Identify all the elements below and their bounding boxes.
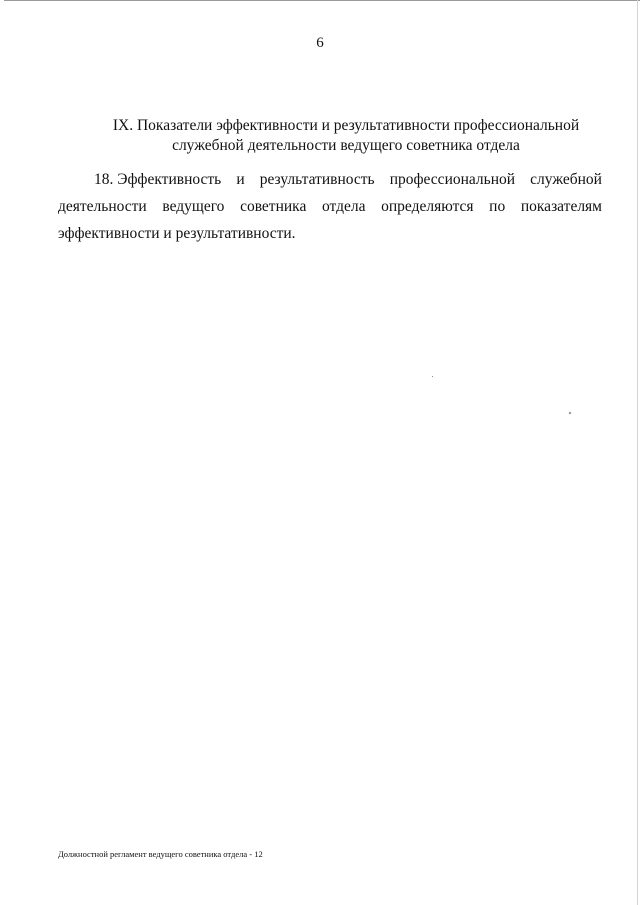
scan-edge-right <box>637 0 638 905</box>
paragraph-word: профессиональной <box>389 171 516 188</box>
scan-speck <box>569 412 572 415</box>
scan-speck <box>432 376 433 377</box>
page-number: 6 <box>316 35 324 51</box>
paragraph-line-2 <box>58 193 602 220</box>
paragraph-line-3: эффективности и результативности. <box>58 225 296 242</box>
section-heading <box>100 116 592 156</box>
paragraph-word: ведущего <box>162 198 225 215</box>
paragraph-word: служебной <box>530 171 602 188</box>
paragraph-word: определяются <box>381 198 474 215</box>
footer-note: Должностной регламент ведущего советника отдела - 12 <box>58 849 263 859</box>
paragraph-word: отдела <box>321 198 366 215</box>
paragraph-word: по <box>489 198 506 215</box>
paragraph-word: результативность <box>259 171 375 188</box>
paragraph-word: деятельности <box>58 198 147 215</box>
paragraph-word: показателям <box>520 198 602 215</box>
scan-edge-top <box>4 0 640 1</box>
section-heading-line-2: служебной деятельности ведущего советника отдела <box>172 137 520 154</box>
paragraph-line-1 <box>58 166 602 193</box>
paragraph-18 <box>58 166 602 247</box>
paragraph-word: 18. Эффективность <box>94 171 222 188</box>
paragraph-word: и <box>236 171 245 188</box>
paragraph-word: советника <box>240 198 307 215</box>
section-heading-line-1: IX. Показатели эффективности и результативности профессиональной <box>112 117 580 134</box>
